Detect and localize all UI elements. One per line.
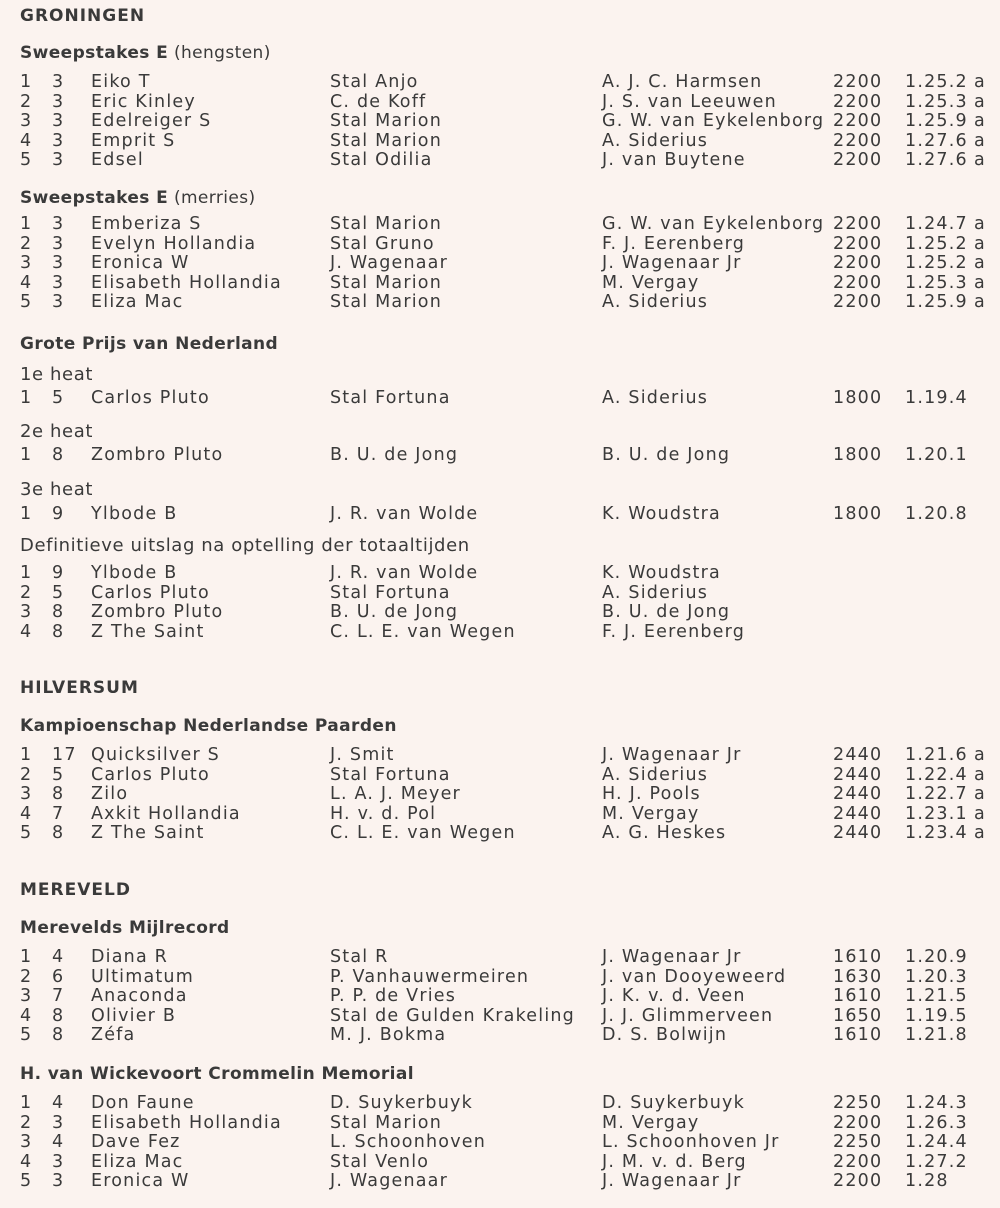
- result-row: [0, 1171, 1000, 1191]
- result-pos: 4: [20, 272, 33, 293]
- result-horse: Emberiza S: [91, 214, 202, 234]
- result-row: [0, 111, 1000, 131]
- result-driver: D. S. Bolwijn: [602, 1025, 728, 1045]
- result-pos: 5: [20, 823, 33, 843]
- result-owner: Stal de Gulden Krakeling: [330, 1005, 575, 1026]
- result-age: 3: [52, 253, 65, 273]
- result-age: 17: [52, 745, 77, 765]
- result-time: 1.24.7: [905, 214, 968, 234]
- result-time: 1.26.3: [905, 1112, 968, 1133]
- result-horse: Edelreiger S: [91, 111, 212, 131]
- result-dist: 2200: [833, 1151, 883, 1172]
- result-owner: C. L. E. van Wegen: [330, 621, 516, 642]
- result-owner: H. v. d. Pol: [330, 803, 437, 824]
- result-row: [0, 72, 1000, 92]
- result-horse: Eronica W: [91, 253, 190, 273]
- result-time: 1.19.4: [905, 388, 968, 408]
- result-owner: Stal Anjo: [330, 72, 419, 92]
- result-pos: 5: [20, 1171, 33, 1191]
- result-dist: 2200: [833, 214, 883, 234]
- result-driver: J. Wagenaar Jr: [602, 253, 742, 273]
- result-time: 1.25.3: [905, 91, 968, 112]
- result-pos: 4: [20, 1151, 33, 1172]
- result-row: [0, 563, 1000, 583]
- result-age: 4: [52, 947, 65, 967]
- result-horse: Carlos Pluto: [91, 582, 210, 603]
- result-time: 1.20.9: [905, 947, 968, 967]
- result-driver: A. J. C. Harmsen: [602, 72, 763, 92]
- result-owner: P. P. de Vries: [330, 986, 457, 1006]
- result-driver: K. Woudstra: [602, 504, 721, 524]
- result-pos: 2: [20, 233, 33, 254]
- result-flag: a: [974, 784, 986, 804]
- result-pos: 4: [20, 803, 33, 824]
- result-owner: Stal Fortuna: [330, 582, 451, 603]
- result-owner: Stal Venlo: [330, 1151, 430, 1172]
- race-name: H. van Wickevoort Crommelin Memorial: [20, 1064, 415, 1084]
- result-time: 1.20.1: [905, 445, 968, 465]
- result-age: 3: [52, 1112, 65, 1133]
- result-driver: J. van Buytene: [602, 150, 746, 170]
- result-driver: B. U. de Jong: [602, 602, 731, 622]
- result-dist: 1610: [833, 986, 883, 1006]
- result-age: 8: [52, 784, 65, 804]
- result-horse: Quicksilver S: [91, 745, 220, 765]
- result-horse: Emprit S: [91, 130, 176, 151]
- result-time: 1.27.6: [905, 150, 968, 170]
- result-row: [0, 214, 1000, 234]
- result-owner: P. Vanhauwermeiren: [330, 966, 530, 987]
- result-row: [0, 273, 1000, 293]
- result-time: 1.23.1: [905, 803, 968, 824]
- result-driver: G. W. van Eykelenborg: [602, 111, 825, 131]
- result-flag: a: [974, 233, 986, 254]
- result-pos: 1: [20, 214, 33, 234]
- result-age: 7: [52, 803, 65, 824]
- result-flag: a: [974, 253, 986, 273]
- result-pos: 1: [20, 563, 33, 583]
- result-dist: 2440: [833, 823, 883, 843]
- venue-heading: GRONINGEN: [20, 6, 146, 26]
- venue-heading: HILVERSUM: [20, 678, 139, 698]
- result-dist: 2200: [833, 1112, 883, 1133]
- result-driver: M. Vergay: [602, 1112, 700, 1133]
- result-pos: 3: [20, 784, 33, 804]
- result-horse: Ylbode B: [91, 504, 178, 524]
- venue-heading: MEREVELD: [20, 880, 131, 900]
- result-horse: Edsel: [91, 150, 144, 170]
- result-dist: 1800: [833, 504, 883, 524]
- result-horse: Olivier B: [91, 1005, 177, 1026]
- result-pos: 1: [20, 388, 33, 408]
- result-driver: A. Siderius: [602, 130, 709, 151]
- result-horse: Z The Saint: [91, 621, 205, 642]
- result-driver: D. Suykerbuyk: [602, 1093, 745, 1113]
- race-name: Kampioenschap Nederlandse Paarden: [20, 716, 397, 736]
- result-row: [0, 388, 1000, 408]
- result-row: [0, 1093, 1000, 1113]
- result-time: 1.24.4: [905, 1132, 968, 1152]
- result-flag: a: [974, 764, 986, 785]
- result-dist: 2200: [833, 91, 883, 112]
- result-dist: 2200: [833, 272, 883, 293]
- result-pos: 1: [20, 445, 33, 465]
- result-horse: Ultimatum: [91, 966, 194, 987]
- result-horse: Ylbode B: [91, 563, 178, 583]
- result-horse: Eliza Mac: [91, 1151, 184, 1172]
- result-owner: C. de Koff: [330, 91, 427, 112]
- result-horse: Don Faune: [91, 1093, 195, 1113]
- result-horse: Zéfa: [91, 1025, 136, 1045]
- race-title: [20, 43, 271, 63]
- result-time: 1.25.9: [905, 111, 968, 131]
- result-horse: Elisabeth Hollandia: [91, 1112, 282, 1133]
- result-row: [0, 92, 1000, 112]
- result-flag: a: [974, 91, 986, 112]
- result-driver: G. W. van Eykelenborg: [602, 214, 825, 234]
- result-driver: A. Siderius: [602, 764, 709, 785]
- result-dist: 2200: [833, 111, 883, 131]
- result-flag: a: [974, 803, 986, 824]
- result-age: 8: [52, 1005, 65, 1026]
- result-row: [0, 234, 1000, 254]
- result-row: [0, 823, 1000, 843]
- result-dist: 1610: [833, 1025, 883, 1045]
- result-age: 3: [52, 292, 65, 312]
- result-row: [0, 253, 1000, 273]
- result-owner: C. L. E. van Wegen: [330, 823, 516, 843]
- result-time: 1.20.3: [905, 966, 968, 987]
- result-pos: 5: [20, 292, 33, 312]
- result-time: 1.22.4: [905, 764, 968, 785]
- result-row: [0, 150, 1000, 170]
- result-driver: K. Woudstra: [602, 563, 721, 583]
- result-dist: 2200: [833, 1171, 883, 1191]
- race-title: [20, 334, 278, 354]
- result-owner: J. R. van Wolde: [330, 563, 479, 583]
- result-dist: 1800: [833, 388, 883, 408]
- result-driver: J. K. v. d. Veen: [602, 986, 746, 1006]
- result-owner: Stal Fortuna: [330, 764, 451, 785]
- result-driver: A. Siderius: [602, 292, 709, 312]
- result-age: 3: [52, 272, 65, 293]
- result-pos: 3: [20, 1132, 33, 1152]
- result-time: 1.27.2: [905, 1151, 968, 1172]
- result-row: [0, 947, 1000, 967]
- result-time: 1.28: [905, 1171, 949, 1191]
- heat-label: Definitieve uitslag na optelling der totaaltijden: [20, 535, 470, 556]
- result-horse: Eliza Mac: [91, 292, 184, 312]
- result-owner: B. U. de Jong: [330, 445, 459, 465]
- result-horse: Axkit Hollandia: [91, 803, 241, 824]
- result-age: 3: [52, 72, 65, 92]
- result-pos: 2: [20, 1112, 33, 1133]
- result-dist: 2200: [833, 72, 883, 92]
- result-pos: 2: [20, 764, 33, 785]
- result-dist: 2440: [833, 745, 883, 765]
- result-row: [0, 986, 1000, 1006]
- result-row: [0, 784, 1000, 804]
- result-row: [0, 804, 1000, 824]
- result-horse: Zilo: [91, 784, 129, 804]
- result-dist: 2440: [833, 764, 883, 785]
- result-owner: J. Wagenaar: [330, 253, 449, 273]
- result-age: 8: [52, 621, 65, 642]
- result-pos: 1: [20, 947, 33, 967]
- result-owner: Stal Marion: [330, 272, 442, 293]
- result-age: 5: [52, 388, 65, 408]
- result-time: 1.21.8: [905, 1025, 968, 1045]
- result-dist: 1800: [833, 445, 883, 465]
- result-time: 1.21.6: [905, 745, 968, 765]
- result-row: [0, 1025, 1000, 1045]
- result-dist: 1630: [833, 966, 883, 987]
- result-owner: L. A. J. Meyer: [330, 784, 461, 804]
- result-row: [0, 292, 1000, 312]
- result-horse: Eric Kinley: [91, 91, 196, 112]
- race-name: Merevelds Mijlrecord: [20, 918, 230, 938]
- race-title: [20, 716, 397, 736]
- result-horse: Anaconda: [91, 986, 188, 1006]
- result-time: 1.20.8: [905, 504, 968, 524]
- result-time: 1.22.7: [905, 784, 968, 804]
- race-name: Sweepstakes E: [20, 188, 169, 208]
- result-horse: Evelyn Hollandia: [91, 233, 257, 254]
- result-driver: J. Wagenaar Jr: [602, 947, 742, 967]
- result-row: [0, 765, 1000, 785]
- result-flag: a: [974, 111, 986, 131]
- result-driver: J. S. van Leeuwen: [602, 91, 777, 112]
- race-title: [20, 918, 230, 938]
- result-age: 3: [52, 233, 65, 254]
- result-owner: Stal Odilia: [330, 150, 433, 170]
- result-driver: J. van Dooyeweerd: [602, 966, 787, 987]
- result-flag: a: [974, 130, 986, 151]
- result-pos: 2: [20, 582, 33, 603]
- result-age: 5: [52, 582, 65, 603]
- result-dist: 1650: [833, 1005, 883, 1026]
- result-time: 1.19.5: [905, 1005, 968, 1026]
- heat-label: 3e heat: [20, 479, 94, 500]
- result-pos: 1: [20, 1093, 33, 1113]
- result-row: [0, 967, 1000, 987]
- result-horse: Zombro Pluto: [91, 445, 224, 465]
- result-driver: J. M. v. d. Berg: [602, 1151, 747, 1172]
- result-row: [0, 1006, 1000, 1026]
- result-driver: F. J. Eerenberg: [602, 233, 746, 254]
- result-horse: Eiko T: [91, 72, 151, 92]
- result-owner: M. J. Bokma: [330, 1025, 447, 1045]
- result-flag: a: [974, 214, 986, 234]
- result-time: 1.25.3: [905, 272, 968, 293]
- result-owner: J. Wagenaar: [330, 1171, 449, 1191]
- result-owner: Stal Fortuna: [330, 388, 451, 408]
- result-row: [0, 622, 1000, 642]
- result-age: 6: [52, 966, 65, 987]
- result-age: 4: [52, 1093, 65, 1113]
- result-owner: Stal R: [330, 947, 389, 967]
- result-pos: 4: [20, 621, 33, 642]
- result-flag: a: [974, 823, 986, 843]
- result-flag: a: [974, 272, 986, 293]
- result-driver: A. G. Heskes: [602, 823, 727, 843]
- result-time: 1.25.2: [905, 233, 968, 254]
- result-time: 1.27.6: [905, 130, 968, 151]
- result-owner: J. Smit: [330, 745, 395, 765]
- result-owner: J. R. van Wolde: [330, 504, 479, 524]
- result-row: [0, 1132, 1000, 1152]
- result-row: [0, 1113, 1000, 1133]
- result-age: 8: [52, 823, 65, 843]
- result-pos: 2: [20, 91, 33, 112]
- result-age: 3: [52, 91, 65, 112]
- result-age: 5: [52, 764, 65, 785]
- result-owner: Stal Marion: [330, 214, 442, 234]
- result-dist: 2250: [833, 1093, 883, 1113]
- result-dist: 2440: [833, 784, 883, 804]
- result-driver: J. J. Glimmerveen: [602, 1005, 774, 1026]
- result-row: [0, 745, 1000, 765]
- race-name: Grote Prijs van Nederland: [20, 334, 279, 354]
- result-row: [0, 1152, 1000, 1172]
- result-dist: 2200: [833, 150, 883, 170]
- result-dist: 1610: [833, 947, 883, 967]
- result-row: [0, 602, 1000, 622]
- result-row: [0, 445, 1000, 465]
- result-pos: 2: [20, 966, 33, 987]
- result-time: 1.25.2: [905, 72, 968, 92]
- result-dist: 2250: [833, 1132, 883, 1152]
- result-owner: Stal Marion: [330, 130, 442, 151]
- result-flag: a: [974, 72, 986, 92]
- race-subtitle: (merries): [173, 188, 256, 208]
- race-title: [20, 1064, 414, 1084]
- result-flag: a: [974, 292, 986, 312]
- result-pos: 5: [20, 150, 33, 170]
- result-time: 1.23.4: [905, 823, 968, 843]
- result-time: 1.24.3: [905, 1093, 968, 1113]
- result-row: [0, 583, 1000, 603]
- result-age: 7: [52, 986, 65, 1006]
- result-dist: 2200: [833, 130, 883, 151]
- result-driver: H. J. Pools: [602, 784, 701, 804]
- heat-label: 1e heat: [20, 364, 94, 385]
- result-age: 3: [52, 150, 65, 170]
- result-horse: Elisabeth Hollandia: [91, 272, 282, 293]
- result-dist: 2200: [833, 233, 883, 254]
- result-horse: Carlos Pluto: [91, 764, 210, 785]
- result-horse: Dave Fez: [91, 1132, 181, 1152]
- result-age: 8: [52, 1025, 65, 1045]
- result-horse: Eronica W: [91, 1171, 190, 1191]
- result-owner: Stal Marion: [330, 1112, 442, 1133]
- result-age: 9: [52, 504, 65, 524]
- result-dist: 2200: [833, 253, 883, 273]
- result-time: 1.21.5: [905, 986, 968, 1006]
- result-horse: Zombro Pluto: [91, 602, 224, 622]
- result-pos: 1: [20, 504, 33, 524]
- result-horse: Z The Saint: [91, 823, 205, 843]
- race-name: Sweepstakes E: [20, 43, 169, 63]
- heat-label: 2e heat: [20, 421, 94, 442]
- result-pos: 4: [20, 1005, 33, 1026]
- result-age: 8: [52, 445, 65, 465]
- result-owner: D. Suykerbuyk: [330, 1093, 473, 1113]
- result-driver: M. Vergay: [602, 803, 700, 824]
- result-driver: J. Wagenaar Jr: [602, 745, 742, 765]
- result-time: 1.25.2: [905, 253, 968, 273]
- result-age: 3: [52, 130, 65, 151]
- result-row: [0, 131, 1000, 151]
- result-driver: A. Siderius: [602, 388, 709, 408]
- result-driver: B. U. de Jong: [602, 445, 731, 465]
- result-age: 4: [52, 1132, 65, 1152]
- result-flag: a: [974, 150, 986, 170]
- result-pos: 5: [20, 1025, 33, 1045]
- result-owner: L. Schoonhoven: [330, 1132, 487, 1152]
- result-age: 8: [52, 602, 65, 622]
- result-driver: L. Schoonhoven Jr: [602, 1132, 780, 1152]
- race-title: [20, 188, 256, 208]
- result-driver: A. Siderius: [602, 582, 709, 603]
- result-age: 3: [52, 1171, 65, 1191]
- result-driver: J. Wagenaar Jr: [602, 1171, 742, 1191]
- result-driver: F. J. Eerenberg: [602, 621, 746, 642]
- result-pos: 3: [20, 602, 33, 622]
- result-pos: 3: [20, 253, 33, 273]
- result-horse: Diana R: [91, 947, 168, 967]
- result-horse: Carlos Pluto: [91, 388, 210, 408]
- result-age: 3: [52, 214, 65, 234]
- result-pos: 3: [20, 986, 33, 1006]
- result-flag: a: [974, 745, 986, 765]
- result-age: 3: [52, 111, 65, 131]
- result-row: [0, 504, 1000, 524]
- result-pos: 1: [20, 745, 33, 765]
- result-pos: 1: [20, 72, 33, 92]
- race-subtitle: (hengsten): [173, 43, 271, 63]
- result-owner: Stal Marion: [330, 111, 442, 131]
- result-age: 3: [52, 1151, 65, 1172]
- result-pos: 3: [20, 111, 33, 131]
- result-dist: 2440: [833, 803, 883, 824]
- result-owner: B. U. de Jong: [330, 602, 459, 622]
- result-dist: 2200: [833, 292, 883, 312]
- result-time: 1.25.9: [905, 292, 968, 312]
- result-owner: Stal Gruno: [330, 233, 435, 254]
- result-driver: M. Vergay: [602, 272, 700, 293]
- result-pos: 4: [20, 130, 33, 151]
- result-age: 9: [52, 563, 65, 583]
- result-owner: Stal Marion: [330, 292, 442, 312]
